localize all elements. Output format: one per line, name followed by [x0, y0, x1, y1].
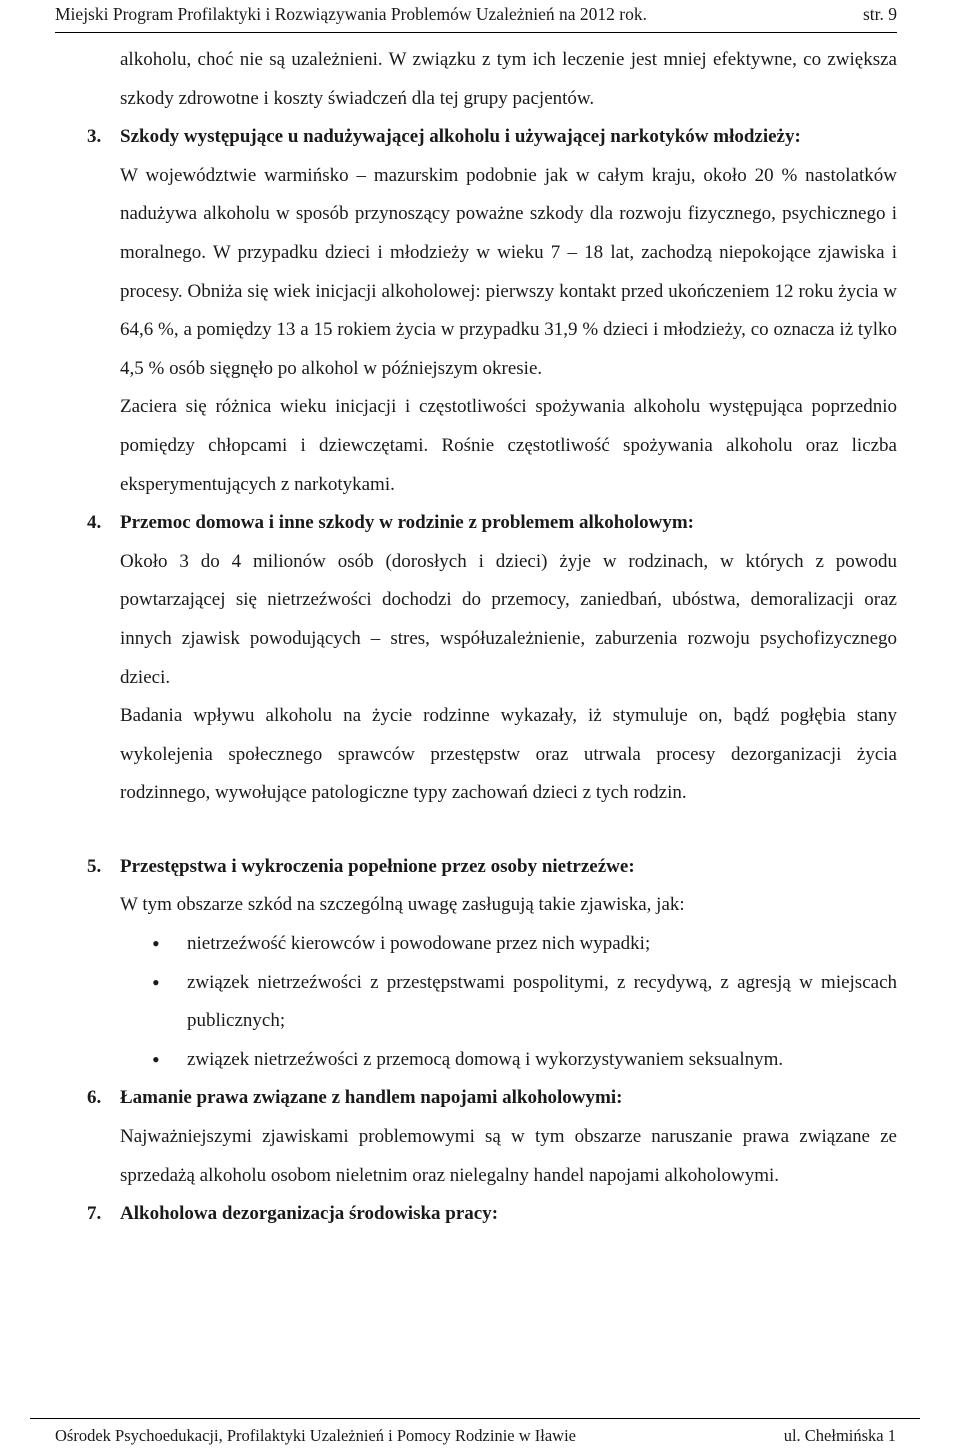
section-3-heading: [87, 118, 897, 157]
section-3-number: 3.: [87, 126, 102, 148]
section-5-title: Przestępstwa i wykroczenia popełnione przez osoby nietrzeźwe:: [120, 855, 635, 877]
section-3-paragraph-2: Zaciera się różnica wieku inicjacji i częstotliwości spożywania alkoholu występująca poprzednio pomiędzy chłopcami i dziewczętami. Rośnie częstotliwość spożywania alkoholu oraz liczba eksperymentujących z narkotykami.: [120, 396, 897, 495]
section-gap: [120, 813, 897, 848]
section-3-paragraph-1: W województwie warmińsko – mazurskim podobnie jak w całym kraju, około 20 % nastolatków nadużywa alkoholu w sposób przynoszący poważne szkody dla rozwoju fizycznego, psychicznego i moralnego. W przypadku dzieci i młodzieży w wieku 7 – 18 lat, zachodzą niepokojące zjawiska i procesy. Obniża się wiek inicjacji alkoholowej: pierwszy kontakt przed ukończeniem 12 roku życia w 64,6 %, a pomiędzy 13 a 15 rokiem życia w przypadku 31,9 % dzieci i młodzieży, co oznacza iż tylko 4,5 % osób sięgnęło po alkohol w późniejszym okresie.: [120, 164, 897, 379]
section-3-title: Szkody występujące u nadużywającej alkoholu i używającej narkotyków młodzieży:: [120, 126, 801, 148]
section-4-paragraph-1: Około 3 do 4 milionów osób (dorosłych i dzieci) żyje w rodzinach, w których z powodu powtarzającej się nietrzeźwości dochodzi do przemocy, zaniedbań, ubóstwa, demoralizacji oraz innych zjawisk powodujących – stres, współuzależnienie, zaburzenia rozwoju psychofizycznego dzieci.: [120, 550, 897, 688]
section-6-heading: [87, 1079, 897, 1118]
document-body: [87, 41, 897, 1234]
list-item: [120, 964, 897, 1041]
section-7-heading: [87, 1195, 897, 1234]
section-4-paragraph-2: Badania wpływu alkoholu na życie rodzinne wykazały, iż stymuluje on, bądź pogłębia stany wykolejenia społecznego sprawców przestępstw oraz utrwala procesy dezorganizacji życia rodzinnego, wywołujące patologiczne typy zachowań dzieci z tych rodzin.: [120, 705, 897, 804]
section-5-bullet-list: [120, 925, 897, 1079]
section-7-number: 7.: [87, 1203, 102, 1225]
page-number: str. 9: [862, 4, 897, 24]
bullet-icon: •: [152, 969, 160, 995]
section-6-title: Łamanie prawa związane z handlem napojami alkoholowymi:: [120, 1087, 623, 1109]
footer-organization: Ośrodek Psychoedukacji, Profilaktyki Uzależnień i Pomocy Rodzinie w Iławie: [55, 1426, 576, 1445]
section-5-number: 5.: [87, 855, 102, 877]
section-4-heading: [87, 504, 897, 543]
section-4-title: Przemoc domowa i inne szkody w rodzinie z problemem alkoholowym:: [120, 512, 695, 534]
section-4-number: 4.: [87, 512, 102, 534]
section-6-paragraph-1: Najważniejszymi zjawiskami problemowymi są w tym obszarze naruszanie prawa związane ze sprzedażą alkoholu osobom nieletnim oraz nielegalny handel napojami alkoholowymi.: [120, 1126, 897, 1186]
list-item: [120, 1041, 897, 1080]
list-item-text: nietrzeźwość kierowców i powodowane przez nich wypadki;: [187, 933, 651, 955]
section-5-heading: [87, 848, 897, 887]
intro-paragraph: alkoholu, choć nie są uzależnieni. W związku z tym ich leczenie jest mniej efektywne, co zwiększa szkody zdrowotne i koszty świadczeń dla tej grupy pacjentów.: [120, 49, 897, 109]
section-7-title: Alkoholowa dezorganizacja środowiska pracy:: [120, 1203, 499, 1225]
list-item-text: związek nietrzeźwości z przemocą domową i wykorzystywaniem seksualnym.: [187, 1048, 784, 1070]
header-title: Miejski Program Profilaktyki i Rozwiązywania Problemów Uzależnień na 2012 rok.: [55, 4, 647, 24]
list-item-text: związek nietrzeźwości z przestępstwami pospolitymi, z recydywą, z agresją w miejscach publicznych;: [187, 971, 897, 1032]
section-6-number: 6.: [87, 1087, 102, 1109]
page-header: [55, 0, 897, 33]
page-footer: [30, 1418, 920, 1449]
section-5-intro: W tym obszarze szkód na szczególną uwagę zasługują takie zjawiska, jak:: [120, 894, 685, 916]
list-item: [120, 925, 897, 964]
bullet-icon: •: [152, 1046, 160, 1072]
footer-address: ul. Chełmińska 1: [783, 1426, 896, 1445]
bullet-icon: •: [152, 931, 160, 957]
